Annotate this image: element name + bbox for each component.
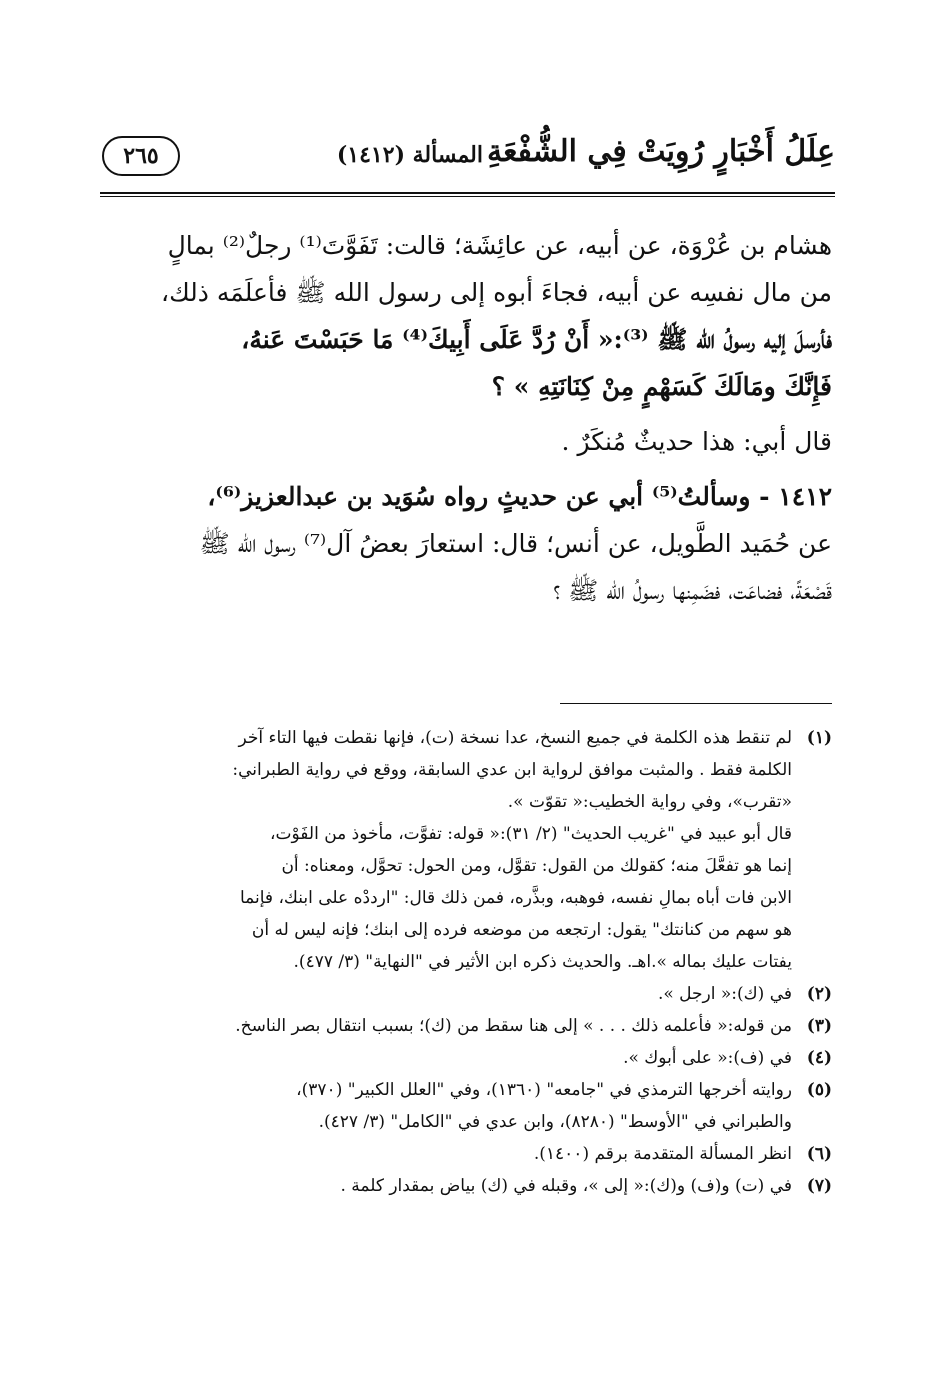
footnote bbox=[108, 1138, 832, 1170]
text-line: قال أبي: هذا حديثٌ مُنكَرٌ . bbox=[561, 427, 832, 456]
footnote-number: (٣) bbox=[806, 1016, 832, 1036]
book-title: عِلَلُ أَخْبَارٍ رُوِيَتْ فِي الشُّفْعَةِ bbox=[487, 134, 835, 169]
footnote bbox=[108, 1010, 832, 1042]
footnote-text bbox=[108, 978, 792, 1010]
footnote-line: في (ك):« ارجل ». bbox=[657, 984, 792, 1004]
footnote bbox=[108, 978, 832, 1010]
text-line: ١٤١٢ - وسألتُ⁽⁵⁾ أبي عن حديثٍ رواه سُوَيد بن عبدالعزيز⁽⁶⁾، bbox=[207, 482, 832, 511]
footnote-text bbox=[108, 722, 792, 978]
footnote-line: انظر المسألة المتقدمة برقم (١٤٠٠). bbox=[533, 1144, 792, 1164]
footnote-line: لم تنقط هذه الكلمة في جميع النسخ، عدا نسخة (ت)، فإنها نقطت فيها التاء آخر bbox=[238, 728, 792, 748]
footnote-line: في (ف):« على أبوك ». bbox=[623, 1048, 792, 1068]
footnote-text bbox=[108, 1074, 792, 1138]
text-line: هشام بن عُرْوَة، عن أبيه، عن عائِشَة؛ قالت: تَفَوَّتَ⁽¹⁾ رجلٌ⁽²⁾ بمالٍ bbox=[167, 231, 832, 260]
footnote-line: يفتات عليك بماله ».اهـ. والحديث ذكره ابن الأثير في "النهاية" (٣/ ٤٧٧). bbox=[293, 952, 792, 972]
page-number: ٢٦٥ bbox=[102, 136, 180, 176]
footnote-number: (٥) bbox=[806, 1080, 832, 1100]
footnote-line: قال أبو عبيد في "غريب الحديث" (٢/ ٣١):« قوله: تفوَّت، مأخوذ من الفَوْت، bbox=[270, 824, 792, 844]
footnote-line: «تقرب»، وفي رواية الخطيب:« تقوّت ». bbox=[507, 792, 792, 812]
text-line: فَإِنَّكَ ومَالَكَ كَسَهْمٍ مِنْ كِنَانَتِهِ » ؟ bbox=[491, 372, 832, 401]
header-rule bbox=[100, 192, 835, 194]
footnote-number: (١) bbox=[806, 728, 832, 748]
footnote-text bbox=[108, 1010, 792, 1042]
paragraph-gap bbox=[108, 465, 832, 473]
text-line: قَصْعَةً، فضاعَت، فضَمِنها رسولُ الله ﷺ ؟ bbox=[553, 576, 832, 605]
footnote-number: (٧) bbox=[806, 1176, 832, 1196]
footnote-line: من قوله:« فأعلمه ذلك . . . » إلى هنا سقط من (ك)؛ بسبب انتقال بصر الناسخ. bbox=[235, 1016, 792, 1036]
footnotes bbox=[108, 722, 832, 1202]
text-line: من مال نفسِه عن أبيه، فجاءَ أبوه إلى رسول الله ﷺ فأعلَمَه ذلك، bbox=[161, 278, 832, 307]
footnote-line: روايته أخرجها الترمذي في "جامعه" (١٣٦٠)، وفي "العلل الكبير" (٣٧٠)، bbox=[296, 1080, 792, 1100]
footnote-text bbox=[108, 1042, 792, 1074]
footnote-text bbox=[108, 1138, 792, 1170]
footnote bbox=[108, 722, 832, 978]
main-text bbox=[108, 222, 832, 614]
footnote-line: الكلمة فقط . والمثبت موافق لرواية ابن عدي السابقة، ووقع في رواية الطبراني: bbox=[232, 760, 792, 780]
footnote bbox=[108, 1170, 832, 1202]
footnote bbox=[108, 1074, 832, 1138]
footnote-line: هو سهم من كنانتك" يقول: ارتجعه من موضعه فرده إلى ابنك؛ فإنه ليس له أن bbox=[251, 920, 792, 940]
footnote-line: في (ت) و(ف) و(ك):« إلى »، وقبله في (ك) بياض بمقدار كلمة . bbox=[340, 1176, 792, 1196]
running-header bbox=[100, 128, 835, 184]
footnote-separator bbox=[560, 703, 832, 704]
paragraph-gap bbox=[108, 410, 832, 418]
footnote-line: إنما هو تفعَّلَ منه؛ كقولك من القول: تقوَّل، ومن الحول: تحوَّل، ومعناه: أن bbox=[281, 856, 792, 876]
header-rule-thin bbox=[100, 196, 835, 197]
footnote-line: والطبراني في "الأوسط" (٨٢٨٠)، وابن عدي في "الكامل" (٣/ ٤٢٧). bbox=[318, 1112, 792, 1132]
issue-label: المسألة (١٤١٢) bbox=[336, 142, 483, 168]
footnote-text bbox=[108, 1170, 792, 1202]
footnote-line: الابن فات أباه بمالِ نفسه، فوهبه، وبذَّره، فمن ذلك قال: "ارددْه على ابنك، فإنما bbox=[240, 888, 792, 908]
text-line: عن حُمَيد الطَّويل، عن أنس؛ قال: استعارَ بعضُ آل⁽⁷⁾ رسول الله ﷺ bbox=[199, 529, 832, 558]
footnote-number: (٢) bbox=[806, 984, 832, 1004]
footnote-number: (٦) bbox=[806, 1144, 832, 1164]
footnote-number: (٤) bbox=[806, 1048, 832, 1068]
text-line: فأرسلَ إليه رسولُ الله ﷺ ⁽³⁾:« أَنْ رُدَّ عَلَى أَبِيكَ⁽⁴⁾ مَا حَبَسْتَ عَنهُ، bbox=[241, 325, 832, 354]
footnote bbox=[108, 1042, 832, 1074]
